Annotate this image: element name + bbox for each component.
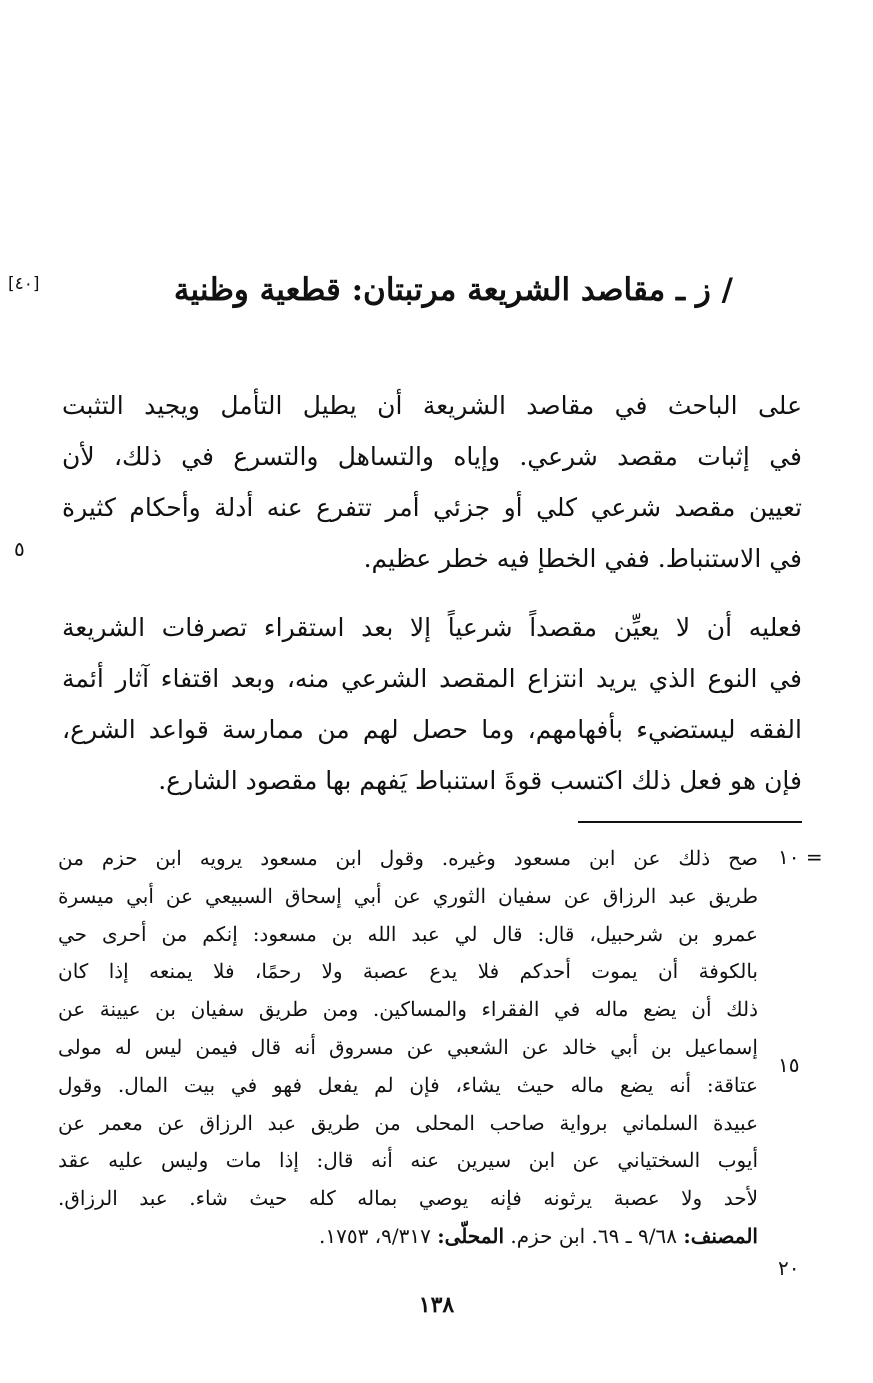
footnote-line: صح ذلك عن ابن مسعود وغيره. وقول ابن مسعود يرويه ابن حزم من (58, 846, 758, 870)
body-line: الفقه ليستضيء بأفهامهم، وما حصل لهم من ممارسة قواعد الشرع، (62, 715, 802, 744)
footnote-line-number: ١٥ (778, 1053, 800, 1077)
paragraph-1 (62, 380, 802, 584)
footnote-line: عتاقة: أنه يضع ماله حيث يشاء، فإن لم يفعل فهو في بيت المال. وقول (58, 1072, 758, 1097)
source-label: المحلّى: (437, 1223, 504, 1248)
footnote-line-number: ١٠ = (778, 845, 823, 869)
footnote-line: إسماعيل بن أبي خالد عن الشعبي عن مسروق أنه قال فيمن ليس له مولى (58, 1034, 758, 1059)
section-heading-row (0, 262, 873, 322)
section-heading: / ز ـ مقاصد الشريعة مرتبتان: قطعية وظنية (173, 272, 733, 308)
source-label: المصنف: (683, 1223, 758, 1248)
margin-section-number: [٤٠] (8, 274, 40, 294)
footnote-line: أيوب السختياني عن ابن سيرين عنه أنه قال: إذا مات وليس عليه عقد (58, 1148, 758, 1173)
body-line: تعيين مقصد شرعي كلي أو جزئي أمر تتفرع عنه أدلة وأحكام كثيرة (62, 493, 802, 522)
footnote-line: ذلك أن يضع ماله في الفقراء والمساكين. ومن طريق سفيان بن عيينة عن (58, 997, 758, 1022)
footnote-line: عبيدة السلماني برواية صاحب المحلى من طريق عبد الرزاق عن معمر عن (58, 1110, 758, 1135)
source-reference: ٩/٣١٧، ١٧٥٣. (318, 1223, 438, 1248)
footnote-line: لأحد ولا عصبة يرثونه فإنه يوصي بماله كله حيث شاء. عبد الرزاق. (58, 1186, 758, 1211)
body-line: فعليه أن لا يعيِّن مقصداً شرعياً إلا بعد استقراء تصرفات الشريعة (62, 613, 802, 642)
paragraph-2 (62, 602, 802, 806)
line-number-marker: ٥ (14, 537, 25, 561)
footnote (58, 840, 758, 1256)
page-number: ١٣٨ (418, 1292, 455, 1318)
footnote-divider (578, 821, 802, 823)
footnote-reference-line (58, 1218, 758, 1256)
source-reference: ٩/٦٨ ـ ٦٩. ابن حزم. (504, 1223, 684, 1248)
body-line: في النوع الذي يريد انتزاع المقصد الشرعي منه، وبعد اقتفاء آثار أئمة (62, 664, 802, 693)
footnote-line: بالكوفة أن يموت أحدكم فلا يدع عصبة ولا رحمًا، فلا يمنعه إذا كان (58, 959, 758, 984)
footnote-line-number: ٢٠ (778, 1256, 800, 1280)
body-line: فإن هو فعل ذلك اكتسب قوةَ استنباط يَفهم بها مقصود الشارع. (158, 766, 802, 795)
footnote-line: طريق عبد الرزاق عن سفيان الثوري عن أبي إسحاق السبيعي عن أبي ميسرة (58, 883, 758, 908)
body-line: في الاستنباط. ففي الخطإ فيه خطر عظيم. (363, 544, 802, 573)
footnote-line: عمرو بن شرحبيل، قال: قال لي عبد الله بن مسعود: إنكم من أحرى حي (58, 921, 758, 946)
body-line: على الباحث في مقاصد الشريعة أن يطيل التأمل ويجيد التثبت (62, 391, 802, 420)
body-line: في إثبات مقصد شرعي. وإياه والتساهل والتسرع في ذلك، لأن (62, 442, 802, 471)
